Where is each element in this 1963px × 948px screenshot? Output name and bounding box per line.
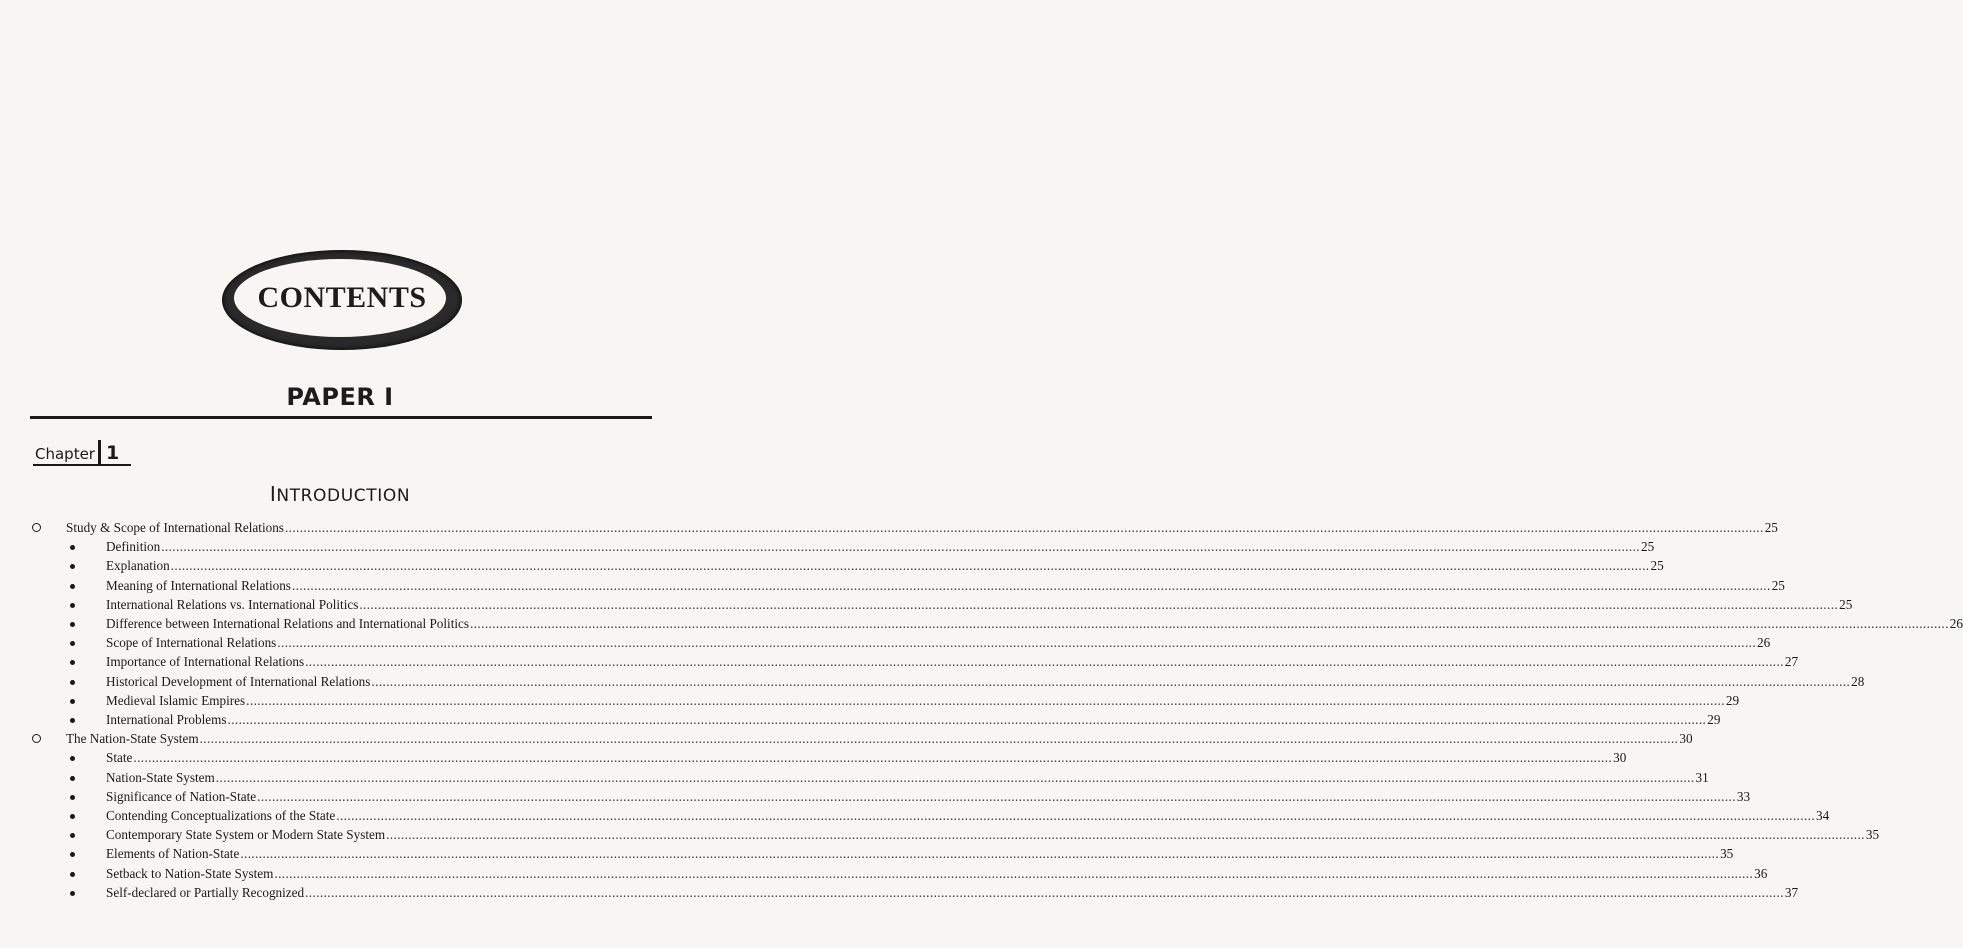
dot-leader: ................................................................................................................................................................................................................................................................................................................................................................................................................ xyxy=(246,692,1725,708)
toc-entry-title: Medieval Islamic Empires xyxy=(106,692,246,708)
bullet-dot xyxy=(70,814,75,819)
dot-leader: ................................................................................................................................................................................................................................................................................................................................................................................................................ xyxy=(257,788,1736,804)
toc-subsection-row[interactable] xyxy=(106,768,1709,787)
dot-leader: ................................................................................................................................................................................................................................................................................................................................................................................................................ xyxy=(215,769,1695,785)
dot-leader: ................................................................................................................................................................................................................................................................................................................................................................................................................ xyxy=(305,884,1784,900)
dot-leader: ................................................................................................................................................................................................................................................................................................................................................................................................................ xyxy=(284,520,1764,535)
bullet-dot xyxy=(70,872,75,877)
bullet-dot xyxy=(70,795,75,800)
toc-entry-title: The Nation-State System xyxy=(66,731,199,747)
toc-entry-title: Nation-State System xyxy=(106,769,215,785)
toc-subsection-row[interactable] xyxy=(106,652,1799,671)
toc-subsection-row[interactable] xyxy=(106,672,1865,691)
dot-leader: ................................................................................................................................................................................................................................................................................................................................................................................................................ xyxy=(277,635,1757,651)
toc-entry-title: Importance of International Relations xyxy=(106,654,305,670)
dot-leader: ................................................................................................................................................................................................................................................................................................................................................................................................................ xyxy=(359,596,1839,612)
toc-subsection-row[interactable] xyxy=(106,537,1655,556)
chapter-label: Chapter xyxy=(35,445,95,463)
dot-leader: ................................................................................................................................................................................................................................................................................................................................................................................................................ xyxy=(274,865,1754,881)
toc-entry-title: Contending Conceptualizations of the State xyxy=(106,808,336,823)
chapter-separator-bar xyxy=(98,440,101,464)
toc-entry-title: Explanation xyxy=(106,558,170,574)
chapter-underline xyxy=(33,464,131,466)
bullet-dot xyxy=(70,603,75,608)
toc-entry-title: Meaning of International Relations xyxy=(106,577,291,593)
bullet-dot xyxy=(70,776,75,781)
toc-entry-title: International Relations vs. International Politics xyxy=(106,596,359,612)
toc-entry-title: State xyxy=(106,750,133,766)
toc-entry-title: Historical Development of International Relations xyxy=(106,673,371,689)
toc-page-number: 25 xyxy=(1839,596,1853,612)
contents-title: CONTENTS xyxy=(257,281,427,314)
chapter-heading xyxy=(35,438,119,464)
toc-subsection-row[interactable] xyxy=(106,748,1627,767)
toc-page-number: 25 xyxy=(1640,539,1655,555)
chapter-number: 1 xyxy=(105,442,120,464)
bullet-dot xyxy=(70,718,75,723)
toc-subsection-row[interactable] xyxy=(106,595,1853,614)
toc-page-number: 25 xyxy=(1771,577,1785,593)
chapter-title-initial: I xyxy=(269,482,277,506)
dot-leader: ................................................................................................................................................................................................................................................................................................................................................................................................................ xyxy=(305,654,1784,670)
toc-entry-title: Contemporary State System or Modern State System xyxy=(106,827,386,843)
toc-page-number: 26 xyxy=(1757,635,1771,651)
toc-subsection-row[interactable] xyxy=(106,883,1799,902)
toc-entry-title: Study & Scope of International Relations xyxy=(66,520,284,535)
dot-leader: ................................................................................................................................................................................................................................................................................................................................................................................................................ xyxy=(291,577,1771,593)
toc-subsection-row[interactable] xyxy=(106,710,1721,729)
dot-leader: ................................................................................................................................................................................................................................................................................................................................................................................................................ xyxy=(133,750,1613,766)
toc-entry-title: International Problems xyxy=(106,712,227,727)
bullet-dot xyxy=(70,852,75,857)
dot-leader: ................................................................................................................................................................................................................................................................................................................................................................................................................ xyxy=(240,846,1720,862)
bullet-dot xyxy=(70,699,75,704)
toc-subsection-row[interactable] xyxy=(106,787,1751,806)
bullet-dot xyxy=(70,756,75,761)
dot-leader: ................................................................................................................................................................................................................................................................................................................................................................................................................ xyxy=(161,539,1640,555)
toc-entry-title: Scope of International Relations xyxy=(106,635,277,651)
toc-page-number: 25 xyxy=(1650,558,1664,574)
toc-page-number: 26 xyxy=(1949,616,1963,631)
dot-leader: ................................................................................................................................................................................................................................................................................................................................................................................................................ xyxy=(386,827,1865,843)
toc-subsection-row[interactable] xyxy=(106,633,1771,652)
toc-entry-title: Difference between International Relations and International Politics xyxy=(106,616,470,631)
toc-subsection-row[interactable] xyxy=(106,864,1768,883)
dot-leader: ................................................................................................................................................................................................................................................................................................................................................................................................................ xyxy=(199,731,1679,747)
bullet-dot xyxy=(70,641,75,646)
section-circle-marker xyxy=(32,523,41,532)
toc-entry-title: Self-declared or Partially Recognized xyxy=(106,884,305,900)
toc-page-number: 31 xyxy=(1695,769,1709,785)
toc-page-number: 30 xyxy=(1679,731,1693,747)
chapter-title-rest: NTRODUCTION xyxy=(276,486,411,506)
toc-page-number: 37 xyxy=(1784,884,1799,900)
section-circle-marker xyxy=(32,734,41,743)
dot-leader: ................................................................................................................................................................................................................................................................................................................................................................................................................ xyxy=(170,558,1650,574)
bullet-dot xyxy=(70,622,75,627)
toc-subsection-row[interactable] xyxy=(106,614,1963,633)
toc-page-number: 29 xyxy=(1725,692,1740,708)
bullet-dot xyxy=(70,833,75,838)
toc-subsection-row[interactable] xyxy=(106,825,1880,844)
dot-leader: ................................................................................................................................................................................................................................................................................................................................................................................................................ xyxy=(470,616,1949,631)
toc-subsection-row[interactable] xyxy=(106,576,1785,595)
chapter-title xyxy=(0,482,680,506)
toc-page-number: 34 xyxy=(1816,808,1830,823)
bullet-dot xyxy=(70,564,75,569)
toc-page-number: 35 xyxy=(1720,846,1734,862)
toc-section-row[interactable] xyxy=(66,518,1778,537)
paper-title: PAPER I xyxy=(286,383,394,411)
bullet-dot xyxy=(70,680,75,685)
toc-page-number: 35 xyxy=(1865,827,1880,843)
toc-section-row[interactable] xyxy=(66,729,1693,748)
toc-page-number: 29 xyxy=(1707,712,1721,727)
toc-entry-title: Significance of Nation-State xyxy=(106,788,257,804)
toc-subsection-row[interactable] xyxy=(106,806,1830,825)
toc-page-number: 27 xyxy=(1784,654,1799,670)
toc-page-number: 25 xyxy=(1764,520,1778,535)
toc-page-number: 33 xyxy=(1736,788,1751,804)
header-divider xyxy=(30,416,652,419)
toc-entry-title: Setback to Nation-State System xyxy=(106,865,274,881)
toc-entry-title: Elements of Nation-State xyxy=(106,846,240,862)
toc-subsection-row[interactable] xyxy=(106,844,1734,863)
contents-oval-badge xyxy=(222,250,462,350)
dot-leader: ................................................................................................................................................................................................................................................................................................................................................................................................................ xyxy=(336,808,1816,823)
bullet-dot xyxy=(70,584,75,589)
toc-subsection-row[interactable] xyxy=(106,556,1664,575)
toc-page-number: 30 xyxy=(1613,750,1627,766)
toc-page-number: 28 xyxy=(1851,673,1865,689)
toc-page-number: 36 xyxy=(1754,865,1768,881)
bullet-dot xyxy=(70,891,75,896)
toc-entry-title: Definition xyxy=(106,539,161,555)
toc-subsection-row[interactable] xyxy=(106,691,1740,710)
bullet-dot xyxy=(70,660,75,665)
dot-leader: ................................................................................................................................................................................................................................................................................................................................................................................................................ xyxy=(371,673,1851,689)
dot-leader: ................................................................................................................................................................................................................................................................................................................................................................................................................ xyxy=(227,712,1707,727)
bullet-dot xyxy=(70,545,75,550)
